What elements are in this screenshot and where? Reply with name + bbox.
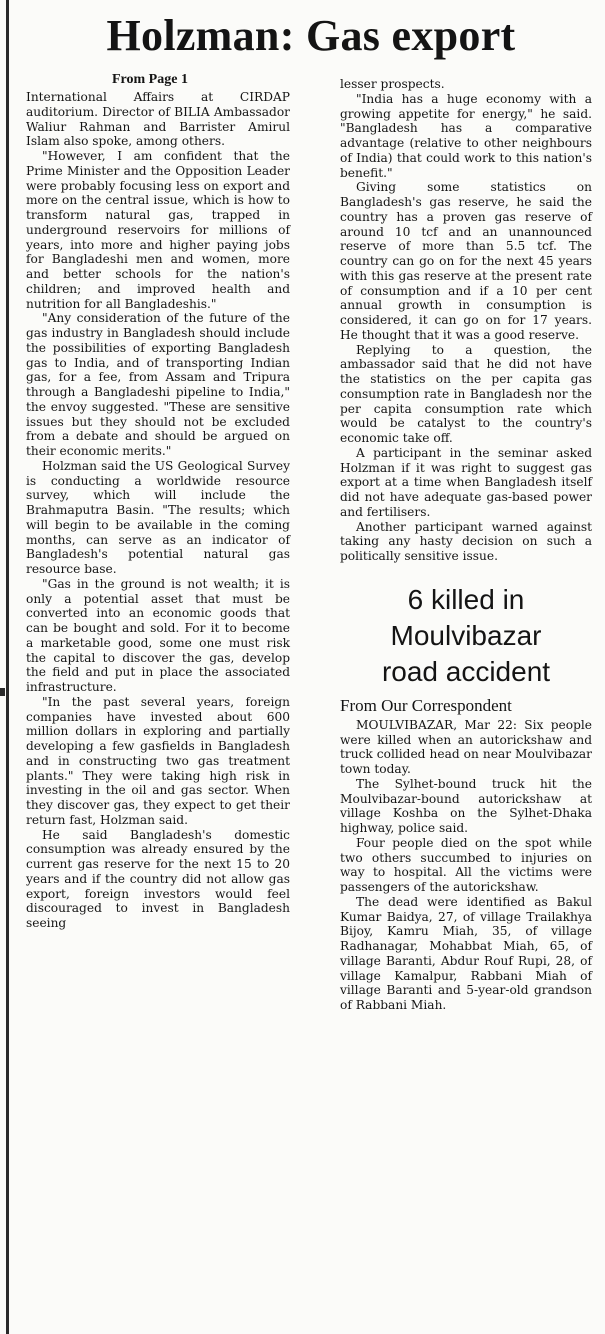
- paragraph: The dead were identified as Bakul Kumar Baidya, 27, of village Trailakhya Bijoy, Kamru Miah, 35, of village Radhanagar, Mohabbat Miah, 65, of village Baranti, Abdur Rouf Rupi, 28, of village Kamalpur, Rabbani Miah of village Baranti and 5-year-old grandson of Rabbani Miah.: [340, 894, 592, 1012]
- paragraph: "Any consideration of the future of the gas industry in Bangladesh should include the possibilities of exporting Bangladesh gas to India, and of transporting Indian gas, for a fee, from Assam and Tripura through a Bangladeshi pipeline to India," the envoy suggested. "These are sensitive issues but they should not be excluded from a debate and should be argued on their economic merits.": [26, 311, 290, 458]
- story2-headline: [340, 582, 592, 690]
- story2-headline-line: road accident: [381, 655, 551, 687]
- column-rule: [6, 0, 9, 1334]
- story2-body: [340, 718, 592, 1013]
- story2-headline-line: Moulvibazar: [390, 619, 542, 651]
- paragraph: MOULVIBAZAR, Mar 22: Six people were killed when an autorickshaw and truck collided head on near Moulvibazar town today.: [340, 717, 592, 776]
- paragraph: "Gas in the ground is not wealth; it is only a potential asset that must be converted into an economic goods that can be bought and sold. For it to become a marketable good, some one must risk the capital to discover the gas, develop the field and put in place the associated infrastructure.: [26, 576, 290, 694]
- headline: Holzman: Gas export: [106, 11, 516, 60]
- paragraph: The Sylhet-bound truck hit the Moulvibazar-bound autorickshaw at village Koshba on the Sylhet-Dhaka highway, police said.: [340, 776, 592, 835]
- from-page-label: From Page 1: [112, 72, 188, 87]
- right-column: [340, 77, 592, 1013]
- left-column: [26, 70, 290, 931]
- paragraph: "However, I am confident that the Prime Minister and the Opposition Leader were probably focusing less on export and more on the central issue, which is how to transform natural gas, trapped in underground reservoirs for millions of years, into more and higher paying jobs for Bangladeshi men and women, more and better schools for the nation's children; and improved health and nutrition for all Bangladeshis.": [26, 149, 290, 311]
- paragraph: "India has a huge economy with a growing appetite for energy," he said. "Bangladesh has a comparative advantage (relative to other neighbours of India) that could work to this nation's benefit.": [340, 91, 592, 180]
- paragraph: Giving some statistics on Bangladesh's gas reserve, he said the country has a proven gas reserve of around 10 tcf and an unannounced reserve of more than 5.5 tcf. The country can go on for the next 45 years with this gas reserve at the present rate of consumption and if a 10 per cent annual growth in consumption is considered, it can go on for 17 years. He thought that it was a good reserve.: [340, 180, 592, 342]
- paragraph: Another participant warned against taking any hasty decision on such a politically sensitive issue.: [340, 519, 592, 563]
- story2-byline: From Our Correspondent: [340, 695, 512, 715]
- paragraph: lesser prospects.: [340, 77, 445, 91]
- paragraph: A participant in the seminar asked Holzman if it was right to suggest gas export at a time when Bangladesh itself did not have adequate gas-based power and fertilisers.: [340, 445, 592, 519]
- column-rule-tick: [0, 688, 5, 696]
- paragraph: International Affairs at CIRDAP auditorium. Director of BILIA Ambassador Waliur Rahman and Barrister Amirul Islam also spoke, among others.: [26, 90, 290, 149]
- paragraph: He said Bangladesh's domestic consumption was already ensured by the current gas reserve for the next 15 to 20 years and if the country did not allow gas export, foreign investors would feel discouraged to invest in Bangladesh seeing: [26, 827, 290, 930]
- left-column-body: [26, 90, 290, 931]
- story2-headline-line: 6 killed in: [407, 583, 525, 615]
- paragraph: Four people died on the spot while two others succumbed to injuries on way to hospital. All the victims were passengers of the autorickshaw.: [340, 835, 592, 894]
- paragraph: "In the past several years, foreign companies have invested about 600 million dollars in exploring and partially developing a few gasfields in Bangladesh and in constructing two gas treatment plants." They were taking high risk in investing in the oil and gas sector. When they discover gas, they expect to get their return fast, Holzman said.: [26, 694, 290, 827]
- paragraph: Replying to a question, the ambassador said that he did not have the statistics on the per capita gas consumption rate in Bangladesh nor the per capita consumption rate which would be catalyst to the country's economic take off.: [340, 342, 592, 445]
- right-column-body: [340, 77, 592, 564]
- paragraph: Holzman said the US Geological Survey is conducting a worldwide resource survey, which will include the Brahmaputra Basin. "The results; which will begin to be available in the coming months, can serve as an indicator of Bangladesh's potential natural gas resource base.: [26, 458, 290, 576]
